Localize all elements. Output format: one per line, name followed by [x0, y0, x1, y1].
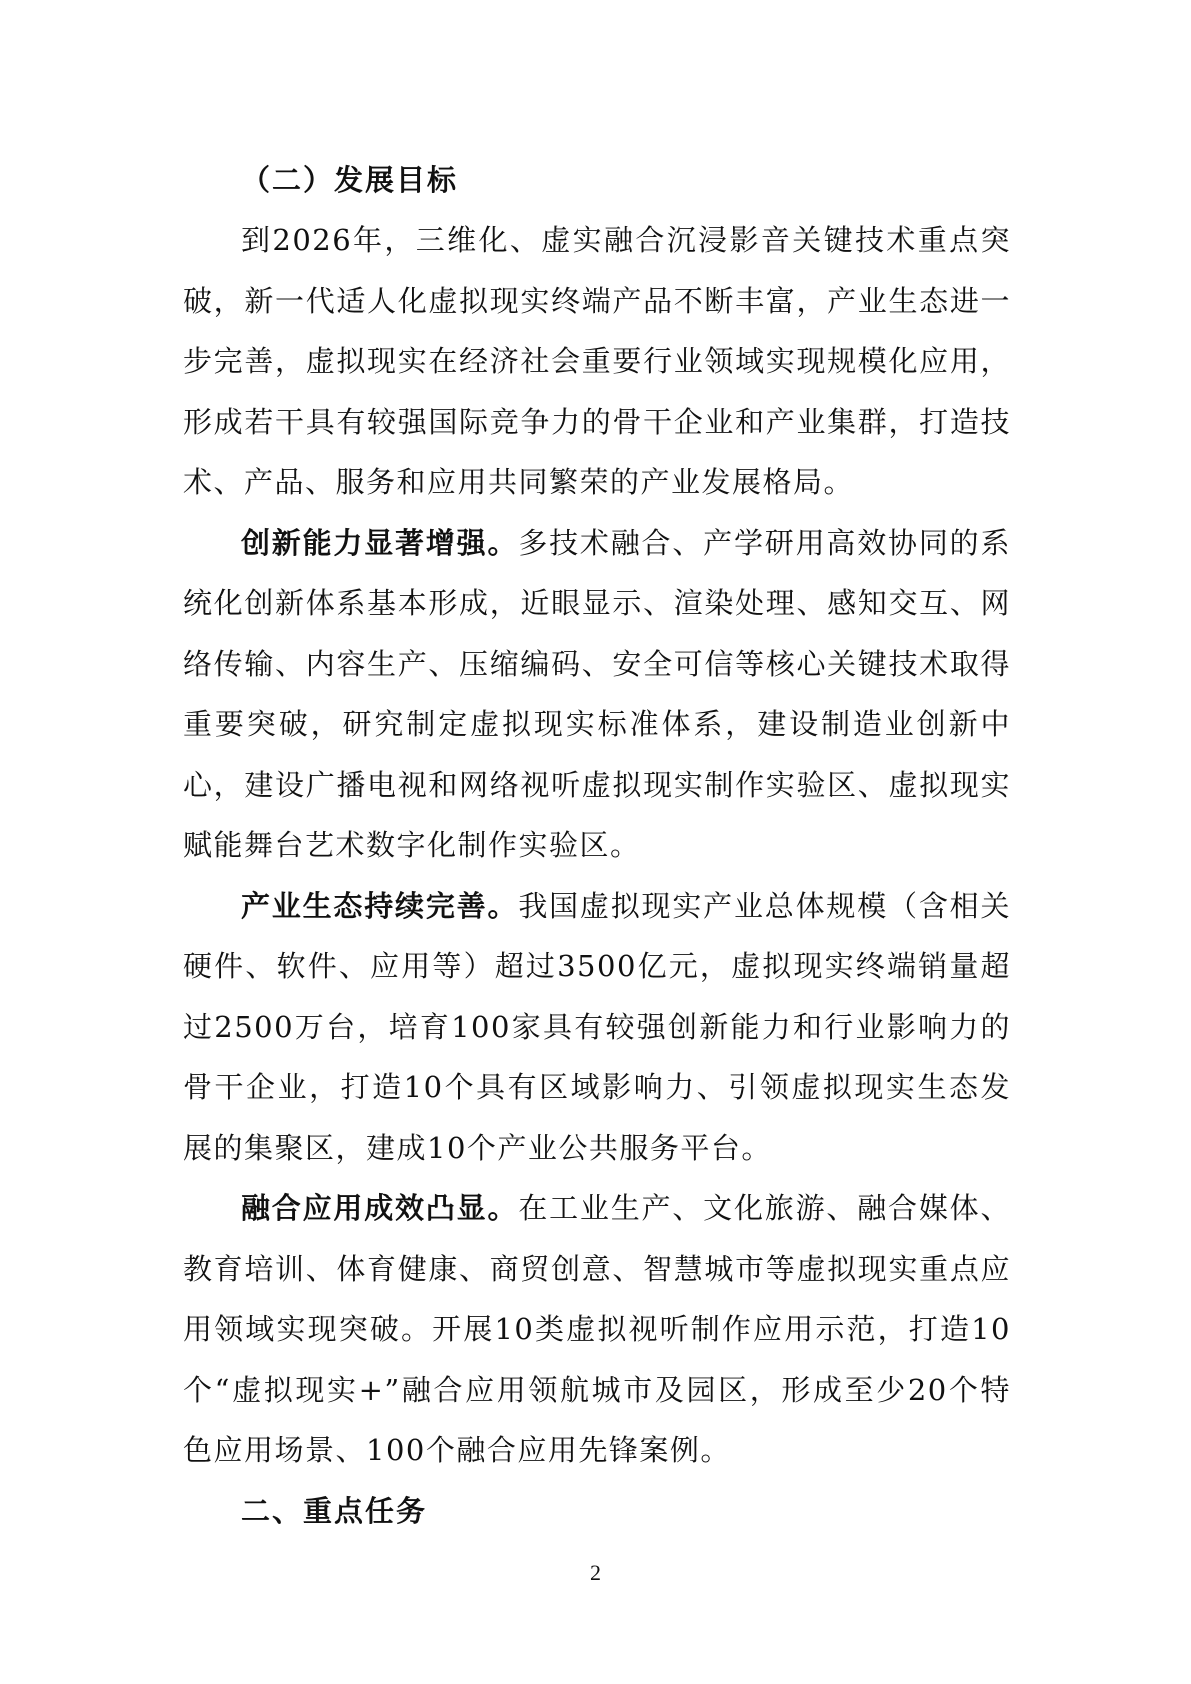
- subheading-development-goals: （二）发展目标: [241, 163, 459, 197]
- section-heading-key-tasks: 二、重点任务: [241, 1493, 428, 1528]
- paragraph-text: 我国虚拟现实产业总体规模（含相关硬件、软件、应用等）超过3500亿元，虚拟现实终端销量超过2500万台，培育100家具有较强创新能力和行业影响力的骨干企业，打造10个具有区域影响力、引领虚拟现实生态发展的集聚区，建成10个产业公共服务平台。: [183, 888, 1011, 1165]
- paragraph-text: 到2026年，三维化、虚实融合沉浸影音关键技术重点突破，新一代适人化虚拟现实终端产品不断丰富，产业生态进一步完善，虚拟现实在经济社会重要行业领域实现规模化应用，形成若干具有较强国际竞争力的骨干企业和产业集群，打造技术、产品、服务和应用共同繁荣的产业发展格局。: [183, 223, 1011, 499]
- paragraph-innovation: [183, 513, 1011, 876]
- paragraph-overall-goal: [183, 210, 1011, 513]
- paragraph-text: 在工业生产、文化旅游、融合媒体、教育培训、体育健康、商贸创意、智慧城市等虚拟现实重点应用领域实现突破。开展10类虚拟视听制作应用示范，打造10个“虚拟现实+”融合应用领航城市及园区，形成至少20个特色应用场景、100个融合应用先锋案例。: [183, 1191, 1011, 1467]
- paragraph-applications: [183, 1178, 1011, 1481]
- page-body: [183, 150, 1011, 1541]
- paragraph-ecosystem: [183, 876, 1011, 1179]
- paragraph-text: 多技术融合、产学研用高效协同的系统化创新体系基本形成，近眼显示、渲染处理、感知交互、网络传输、内容生产、压缩编码、安全可信等核心关键技术取得重要突破，研究制定虚拟现实标准体系，建设制造业创新中心，建设广播电视和网络视听虚拟现实制作实验区、虚拟现实赋能舞台艺术数字化制作实验区。: [183, 525, 1011, 862]
- paragraph-lead: 创新能力显著增强。: [241, 525, 519, 560]
- paragraph-lead: 融合应用成效凸显。: [241, 1191, 519, 1225]
- paragraph-lead: 产业生态持续完善。: [241, 888, 519, 923]
- page-number: 2: [590, 1560, 601, 1585]
